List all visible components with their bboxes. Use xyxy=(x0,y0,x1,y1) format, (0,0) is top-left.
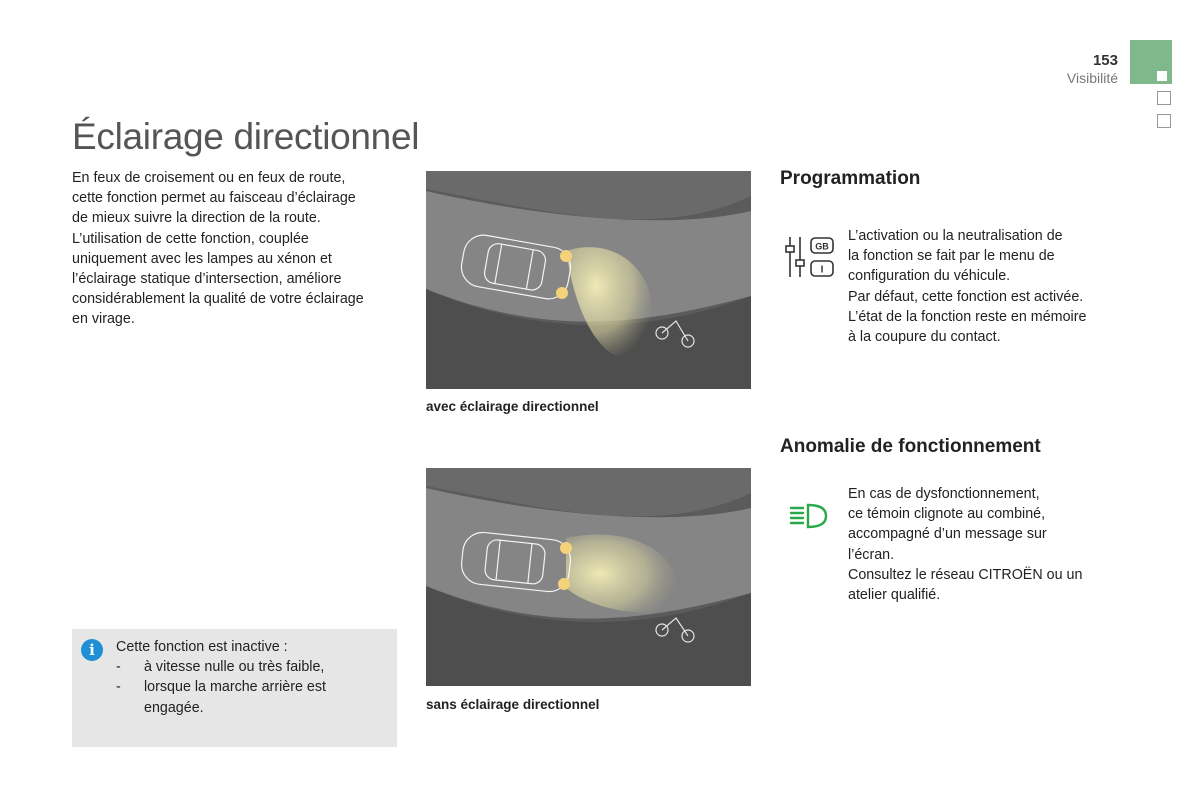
section-heading-anomalie: Anomalie de fonctionnement xyxy=(780,436,1041,457)
bullet-dash: - xyxy=(116,659,121,676)
intro-text xyxy=(72,168,402,330)
icon-label: GB xyxy=(815,241,829,252)
text-line: Consultez le réseau CITROËN ou un xyxy=(848,566,1083,583)
anomalie-text xyxy=(848,484,1118,605)
bullet-text xyxy=(144,657,324,677)
section-heading-programmation: Programmation xyxy=(780,168,921,189)
car-beam-turning-illustration xyxy=(426,171,751,389)
figure-caption: avec éclairage directionnel xyxy=(426,399,599,414)
text-line: la fonction se fait par le menu de xyxy=(848,248,1055,265)
section-name: Visibilité xyxy=(1066,70,1118,86)
text-line: l’écran. xyxy=(848,546,895,563)
list-item xyxy=(116,677,386,717)
text-line: ce témoin clignote au combiné, xyxy=(848,506,1046,523)
tab-marker xyxy=(1157,71,1167,81)
intro-line: L’utilisation de cette fonction, couplée xyxy=(72,230,309,247)
text-line: L’activation ou la neutralisation de xyxy=(848,228,1063,244)
figure-without-directional-lighting xyxy=(426,468,751,686)
bullet-text xyxy=(144,677,326,717)
info-text xyxy=(116,637,386,718)
text-line: configuration du véhicule. xyxy=(848,268,1011,285)
info-intro: Cette fonction est inactive : xyxy=(116,639,288,655)
page-number: 153 xyxy=(1092,52,1118,69)
bullet-line: lorsque la marche arrière est xyxy=(144,679,326,696)
intro-line: l’éclairage statique d’intersection, améliore xyxy=(72,271,342,288)
bullet-line: à vitesse nulle ou très faible, xyxy=(144,659,325,676)
intro-line: de mieux suivre la direction de la route. xyxy=(72,210,321,227)
icon-label: I xyxy=(820,264,824,276)
intro-line: En feux de croisement ou en feux de route, xyxy=(72,170,346,186)
text-line: accompagné d’un message sur xyxy=(848,526,1047,543)
text-line: En cas de dysfonctionnement, xyxy=(848,486,1040,502)
intro-line: uniquement avec les lampes au xénon et xyxy=(72,250,332,267)
chapter-box xyxy=(1157,91,1171,105)
list-item xyxy=(116,657,386,677)
intro-line: en virage. xyxy=(72,311,135,328)
page-title: Éclairage directionnel xyxy=(72,116,420,157)
info-icon: i xyxy=(81,639,103,661)
info-box xyxy=(72,629,397,747)
text-line: L’état de la fonction reste en mémoire xyxy=(848,308,1087,325)
text-line: atelier qualifié. xyxy=(848,587,941,604)
bullet-dash: - xyxy=(116,679,121,696)
chapter-box xyxy=(1157,114,1171,128)
figure-caption: sans éclairage directionnel xyxy=(426,697,600,712)
text-line: à la coupure du contact. xyxy=(848,329,1001,346)
headlamp-warning-icon xyxy=(788,502,830,530)
car-beam-straight-illustration xyxy=(426,468,751,686)
programmation-text xyxy=(848,226,1118,347)
figure-with-directional-lighting xyxy=(426,171,751,389)
text-line: Par défaut, cette fonction est activée. xyxy=(848,288,1084,305)
intro-line: considérablement la qualité de votre éclairage xyxy=(72,291,364,308)
bullet-line: engagée. xyxy=(144,699,204,716)
settings-menu-icon xyxy=(784,234,838,280)
chapter-tab xyxy=(1130,40,1172,84)
intro-line: cette fonction permet au faisceau d’éclairage xyxy=(72,190,356,207)
